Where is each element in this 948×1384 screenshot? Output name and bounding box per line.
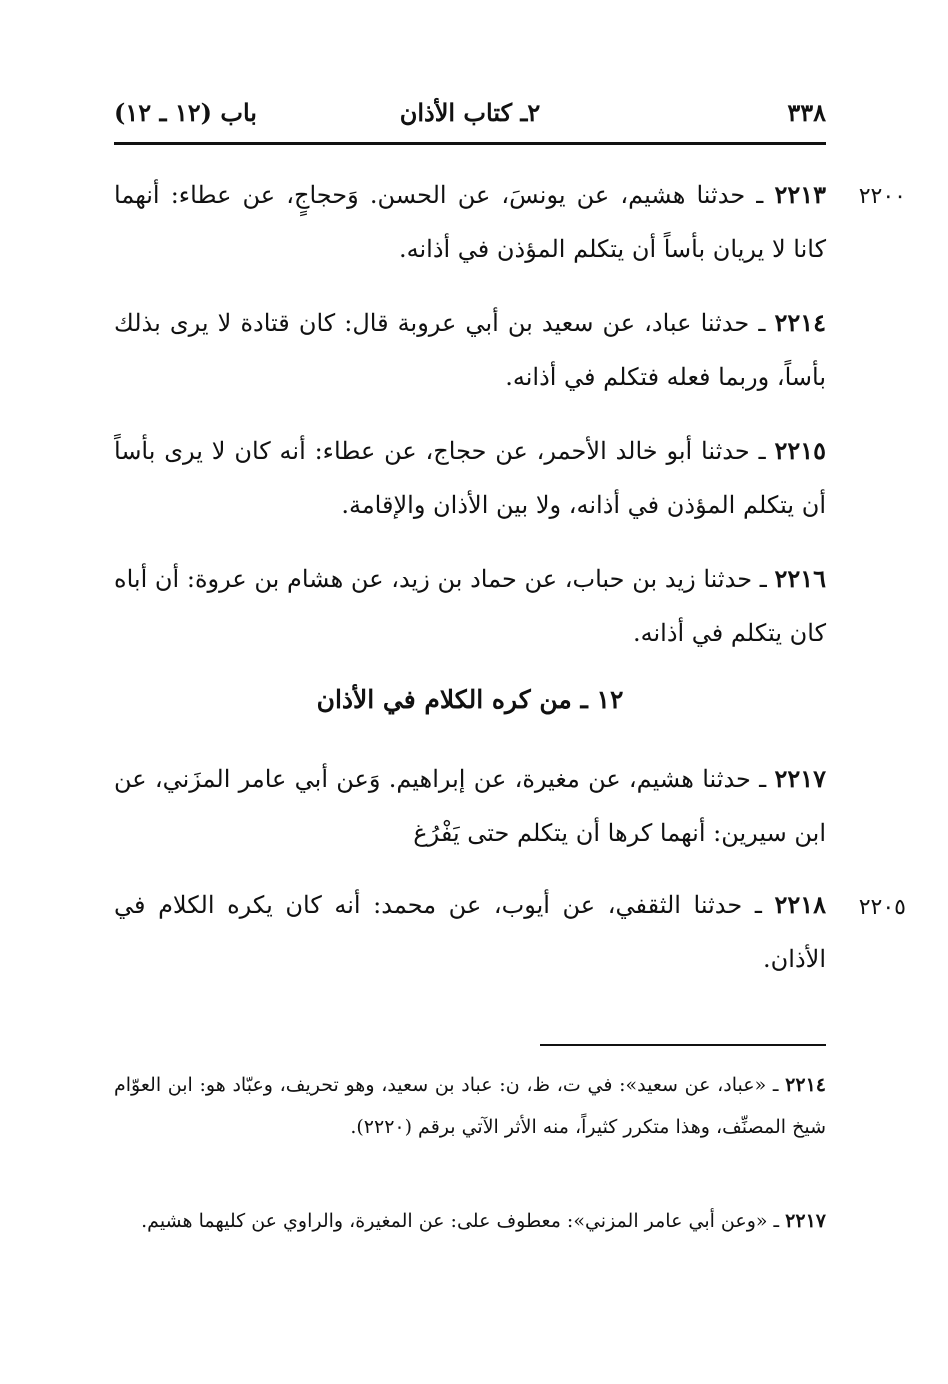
margin-number: ٢٢٠٠ [858, 184, 906, 209]
hadith-entry [114, 168, 826, 276]
entry-number: ٢٢١٤ [774, 308, 826, 337]
entry-number: ٢٢١٧ [774, 764, 826, 793]
footnote [114, 1200, 826, 1242]
footnote-text: ـ «وعن أبي عامر المزني»: معطوف على: عن المغيرة، والراوي عن كليهما هشيم. [141, 1210, 786, 1232]
footnote [114, 1064, 826, 1148]
entry-text: ـ حدثنا هشيم، عن يونسَ، عن الحسن. وَحجاجٍ، عن عطاء: أنهما كانا لا يريان بأساً أن يتكلم المؤذن في أذانه. [114, 181, 826, 263]
hadith-entry [114, 424, 826, 532]
entry-number: ٢٢١٣ [774, 180, 826, 209]
hadith-entry [114, 878, 826, 986]
entry-number: ٢٢١٥ [774, 436, 826, 465]
page-header [114, 96, 826, 134]
entry-number: ٢٢١٦ [774, 564, 826, 593]
entry-text: ـ حدثنا زيد بن حباب، عن حماد بن زيد، عن هشام بن عروة: أن أباه كان يتكلم في أذانه. [114, 565, 826, 647]
entry-text: ـ حدثنا أبو خالد الأحمر، عن حجاج، عن عطاء: أنه كان لا يرى بأساً أن يتكلم المؤذن في أذانه، ولا بين الأذان والإقامة. [114, 437, 826, 519]
hadith-entry [114, 752, 826, 860]
entry-text: ـ حدثنا عباد، عن سعيد بن أبي عروبة قال: كان قتادة لا يرى بذلك بأساً، وربما فعله فتكلم في أذانه. [114, 309, 826, 391]
hadith-entry [114, 296, 826, 404]
section-title: ١٢ ـ من كره الكلام في الأذان [316, 685, 624, 714]
footnote-text: ـ «عباد، عن سعيد»: في ت، ظ، ن: عباد بن سعيد، وهو تحريف، وعبّاد هو: ابن العوّام شيخ المصنِّف، وهذا متكرر كثيراً، منه الأثر الآتي برقم (٢٢٢٠). [114, 1074, 826, 1138]
header-divider [114, 142, 826, 145]
page-number: ٣٣٨ [787, 98, 826, 127]
entry-text: ـ حدثنا الثقفي، عن أيوب، عن محمد: أنه كان يكره الكلام في الأذان. [114, 891, 826, 973]
footnote-number: ٢٢١٧ [785, 1210, 826, 1232]
hadith-entry [114, 552, 826, 660]
footnote-number: ٢٢١٤ [785, 1074, 826, 1096]
book-title: ٢ـ كتاب الأذان [399, 98, 541, 127]
margin-number: ٢٢٠٥ [858, 895, 906, 920]
entry-number: ٢٢١٨ [774, 890, 826, 919]
footnote-divider [540, 1044, 826, 1046]
entry-text: ـ حدثنا هشيم، عن مغيرة، عن إبراهيم. وَعن أبي عامر المزَني، عن ابن سيرين: أنهما كرها أن يتكلم حتى يَفْرُغ [114, 765, 826, 847]
chapter-range: باب (١٢ ـ ١٢) [114, 98, 257, 127]
